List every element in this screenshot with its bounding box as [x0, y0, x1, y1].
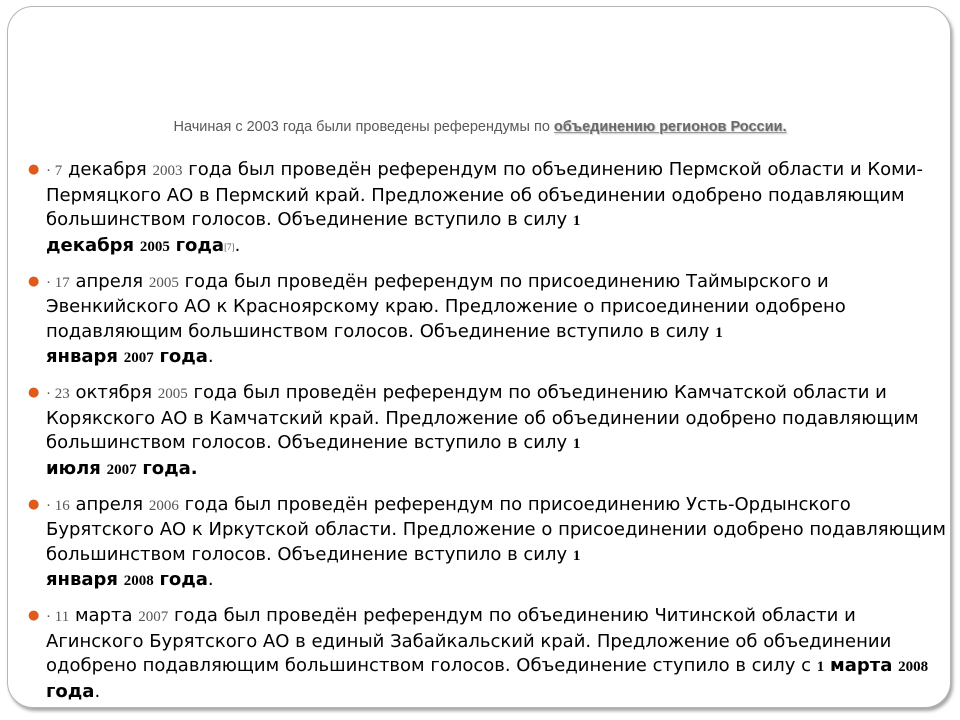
title-suffix: .: [782, 119, 787, 135]
list-item: ● · 16 апреля 2006 года был проведён референдум по присоединению Усть-Ордынского Бурятского АО к Иркутской области. Предложение о присоединении одобрено подавляющим большинством голосов. Объединение вступило в силу 1 января 2008 года.: [28, 493, 946, 590]
bullet-icon: ●: [28, 608, 40, 623]
reference-link[interactable]: [7]: [224, 241, 235, 252]
list-item: ● · 23 октября 2005 года был проведён референдум по объединению Камчатской области и Корякского АО в Камчатский край. Предложение об объединении одобрено подавляющим большинством голосов. Объединение вступило в силу 1 июля 2007 года.: [28, 382, 919, 479]
list-item: ● · 17 апреля 2005 года был проведён референдум по присоединению Таймырского и Эвенкийского АО к Красноярскому краю. Предложение о присоединении одобрено подавляющим большинством голосов. Объединение вступило в силу 1 января 2007 года.: [28, 270, 846, 367]
list-item: ● · 11 марта 2007 года был проведён референдум по объединению Читинской области и Агинского Бурятского АО в единый Забайкальский край. Предложение об объединении одобрено подавляющим большинством голосов. Объединение ступило в силу с 1 марта 2008 года.: [28, 605, 929, 702]
slide-title: [0, 119, 960, 135]
bullet-icon: ●: [28, 162, 40, 177]
title-link[interactable]: объединению регионов России: [553, 119, 783, 135]
bullet-icon: ●: [28, 496, 40, 512]
title-prefix: Начиная с 2003 года были проведены референдумы по: [173, 119, 554, 135]
list-item: ● · 7 декабря 2003 года был проведён референдум по объединению Пермской области и Коми-Пермяцкого АО в Пермский край. Предложение об объединении одобрено подавляющим большинством голосов. Объединение вступило в силу 1 декабря 2005 года[7].: [28, 159, 923, 256]
referendum-list: [28, 158, 950, 715]
bullet-icon: ●: [28, 385, 40, 400]
bullet-icon: ●: [28, 273, 40, 289]
